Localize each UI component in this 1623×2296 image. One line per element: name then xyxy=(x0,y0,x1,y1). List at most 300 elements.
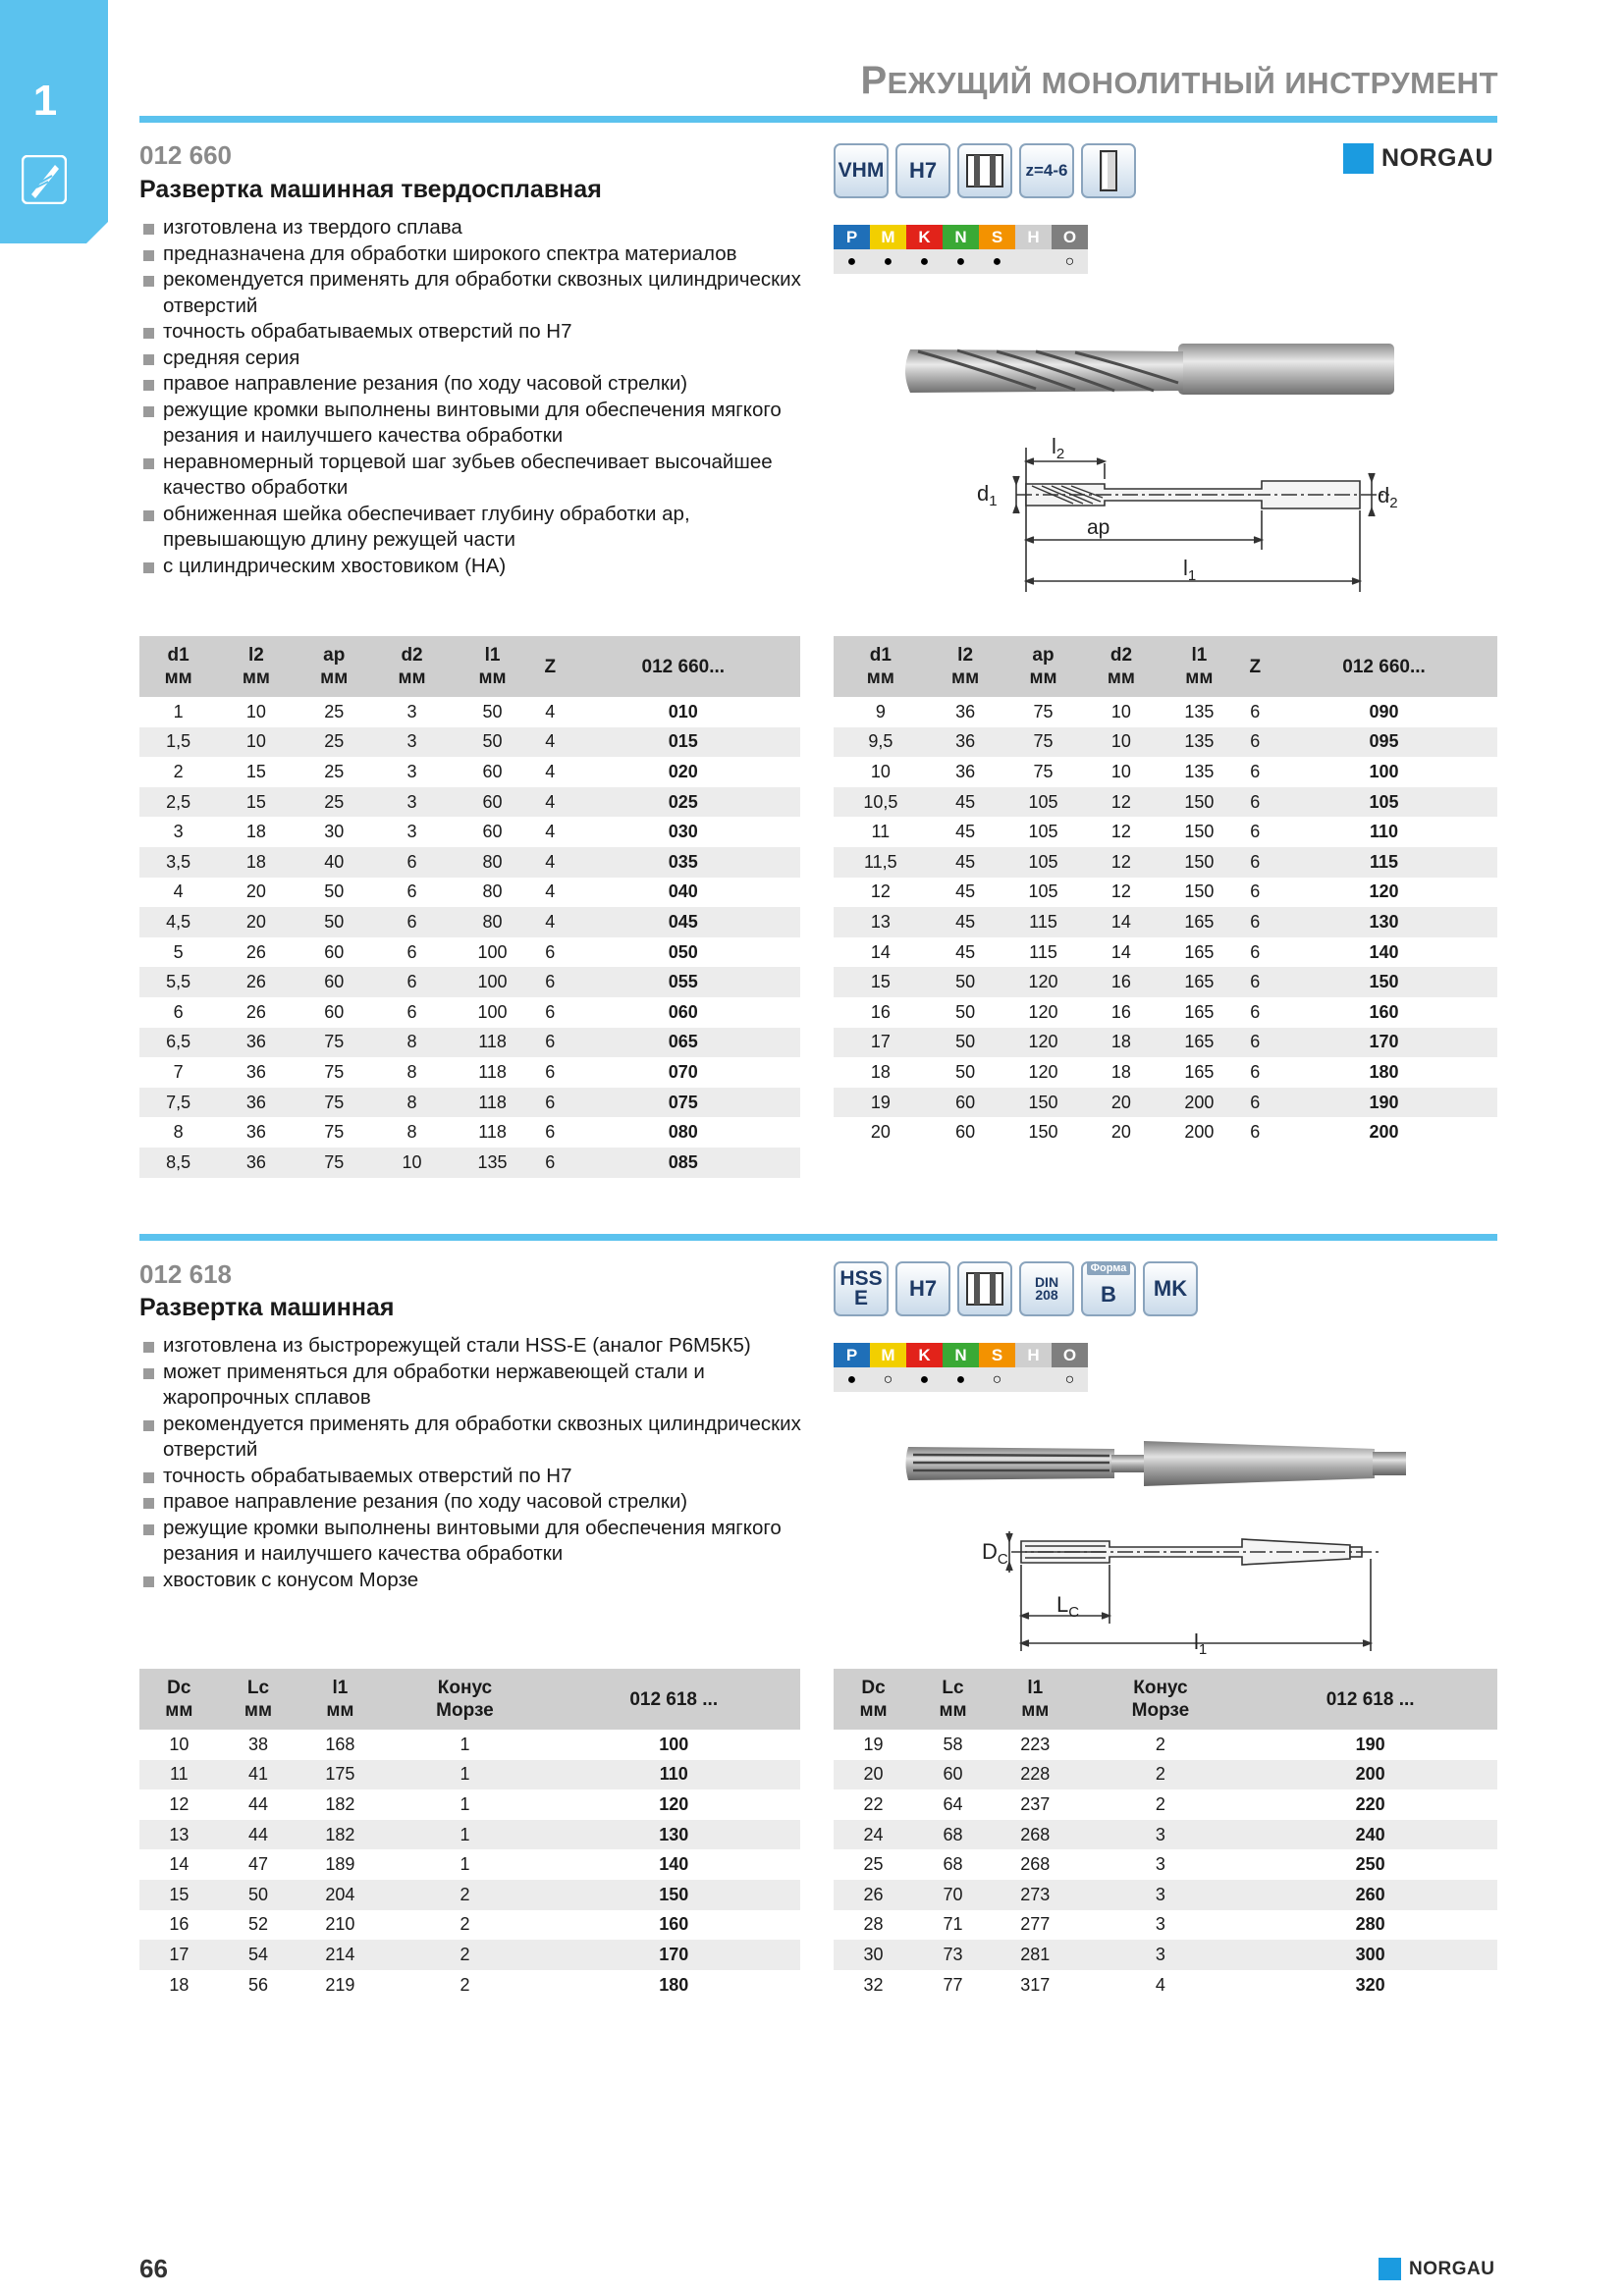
table-cell: 2 xyxy=(1155,1734,1165,1754)
material-grid xyxy=(834,225,1088,274)
table-cell: 2 xyxy=(1155,1793,1165,1814)
dim-ap: ap xyxy=(1087,516,1110,539)
table-cell: 60 xyxy=(955,1122,976,1143)
table-cell: 47 xyxy=(247,1854,268,1875)
table-cell: 100 xyxy=(477,941,508,962)
table-cell: 8 xyxy=(406,1122,417,1143)
table-cell: 12 xyxy=(169,1793,189,1814)
page-number: 66 xyxy=(139,2254,168,2283)
spec-table-left xyxy=(139,636,800,1178)
table-cell: 60 xyxy=(482,761,503,781)
table-cell: 25 xyxy=(324,761,345,781)
table-cell: 54 xyxy=(219,1940,298,1970)
table-row xyxy=(834,878,1497,908)
table-cell: 10 xyxy=(870,761,891,781)
table-cell: 3 xyxy=(173,822,184,842)
table-cell: 100 xyxy=(477,1001,508,1022)
table-row xyxy=(834,1910,1497,1941)
svg-text:d2: $d_2$ xyxy=(1378,483,1398,511)
feature-item: точность обрабатываемых отверстий по H7 xyxy=(143,1464,811,1490)
dim-l1: l xyxy=(1194,1629,1199,1654)
table-cell: 60 xyxy=(324,1001,345,1022)
column-header: Lc мм xyxy=(913,1669,993,1730)
order-code-cell: 130 xyxy=(547,1820,800,1850)
table-cell: 4 xyxy=(534,787,567,818)
order-code-cell: 280 xyxy=(1355,1914,1385,1935)
table-cell: 50 xyxy=(955,1001,976,1022)
table-cell: 10 xyxy=(1084,727,1160,758)
column-header: l2 мм xyxy=(928,636,1003,697)
table-row xyxy=(139,1789,800,1820)
order-code-cell: 130 xyxy=(1271,907,1497,937)
table-row xyxy=(834,1820,1497,1850)
feature-item: рекомендуется применять для обработки сквозных цилиндрических отверстий xyxy=(143,267,811,319)
table-cell: 6 xyxy=(406,881,417,902)
table-row xyxy=(834,1088,1497,1118)
spec-table-left xyxy=(139,1669,800,2000)
material-suitability-s: ○ xyxy=(979,1367,1015,1392)
table-cell: 228 xyxy=(993,1760,1078,1790)
table-row xyxy=(834,697,1497,727)
column-header: Z xyxy=(1239,636,1271,697)
table-cell: 10 xyxy=(245,701,266,721)
table-cell: 6 xyxy=(173,1001,184,1022)
order-code-cell: 060 xyxy=(668,1001,698,1022)
table-row xyxy=(834,1789,1497,1820)
table-cell: 50 xyxy=(324,881,345,902)
table-row xyxy=(139,1880,800,1910)
table-cell: 3 xyxy=(373,727,451,758)
table-cell: 14 xyxy=(870,941,891,962)
table-cell: 26 xyxy=(834,1880,913,1910)
order-code-cell: 100 xyxy=(1369,761,1399,781)
order-code-cell: 150 xyxy=(1271,967,1497,997)
table-cell: 26 xyxy=(217,967,295,997)
table-cell: 80 xyxy=(451,907,534,937)
table-cell: 204 xyxy=(298,1880,382,1910)
table-cell: 150 xyxy=(1028,1122,1058,1143)
table-cell: 10 xyxy=(1110,761,1131,781)
table-cell: 150 xyxy=(1184,822,1215,842)
reamer-photo xyxy=(903,1435,1434,1492)
table-cell: 38 xyxy=(247,1734,268,1754)
table-cell: 3 xyxy=(406,701,417,721)
chapter-number: 1 xyxy=(32,77,58,125)
table-cell: 25 xyxy=(296,787,373,818)
order-code-cell: 095 xyxy=(1271,727,1497,758)
table-cell: 75 xyxy=(1003,727,1084,758)
order-code-cell: 200 xyxy=(1243,1760,1497,1790)
order-code-cell: 140 xyxy=(1369,941,1399,962)
table-cell: 15 xyxy=(139,1880,219,1910)
svg-text:LC: $L_C$ xyxy=(1056,1592,1080,1621)
order-code-cell: 050 xyxy=(668,941,698,962)
table-cell: 1 xyxy=(382,1760,547,1790)
column-header: 012 618 ... xyxy=(547,1669,800,1730)
table-cell: 60 xyxy=(482,822,503,842)
column-header: l2 мм xyxy=(217,636,295,697)
table-cell: 3 xyxy=(1155,1854,1165,1875)
dim-dc: D xyxy=(982,1539,998,1564)
table-cell: 135 xyxy=(1159,727,1239,758)
table-cell: 14 xyxy=(1110,941,1131,962)
table-cell: 45 xyxy=(928,907,1003,937)
brand-logo-footer xyxy=(1379,2258,1494,2280)
column-header: Z xyxy=(534,636,567,697)
order-code-cell: 055 xyxy=(567,967,800,997)
table-row xyxy=(139,967,800,997)
material-suitability-m: ● xyxy=(870,249,906,274)
table-cell: 25 xyxy=(863,1854,884,1875)
material-vhm-icon: VHM xyxy=(834,143,889,198)
table-row xyxy=(834,727,1497,758)
order-code-cell: 065 xyxy=(567,1028,800,1058)
table-cell: 3 xyxy=(1078,1880,1244,1910)
material-suitability-o: ○ xyxy=(1052,249,1088,274)
material-hss-icon: HSS E xyxy=(834,1261,889,1316)
table-cell: 20 xyxy=(1084,1088,1160,1118)
table-row xyxy=(834,1849,1497,1880)
feature-item: режущие кромки выполнены винтовыми для обеспечения мягкого резания и наилучшего качества обработки xyxy=(143,398,811,450)
table-cell: 6 xyxy=(1250,701,1261,721)
table-cell: 28 xyxy=(863,1914,884,1935)
table-cell: 6 xyxy=(1250,822,1261,842)
order-code-cell: 160 xyxy=(1369,1001,1399,1022)
table-cell: 77 xyxy=(943,1974,963,1995)
table-cell: 1 xyxy=(460,1854,470,1875)
table-cell: 73 xyxy=(913,1940,993,1970)
table-cell: 6 xyxy=(1250,1061,1261,1082)
table-cell: 1 xyxy=(382,1820,547,1850)
order-code-cell: 115 xyxy=(1271,847,1497,878)
order-code-cell: 040 xyxy=(668,881,698,902)
material-suitability-n: ● xyxy=(943,1367,979,1392)
material-group-m: M xyxy=(870,1343,906,1367)
table-row xyxy=(834,1057,1497,1088)
table-cell: 16 xyxy=(1110,1001,1131,1022)
table-cell: 214 xyxy=(298,1940,382,1970)
table-cell: 17 xyxy=(139,1940,219,1970)
table-cell: 6 xyxy=(1250,1001,1261,1022)
order-code-cell: 250 xyxy=(1355,1854,1385,1875)
table-cell: 18 xyxy=(245,822,266,842)
table-cell: 7 xyxy=(173,1061,184,1082)
table-cell: 3 xyxy=(1155,1914,1165,1935)
cylindrical-shank-icon xyxy=(1081,143,1136,198)
table-cell: 75 xyxy=(296,1148,373,1178)
table-cell: 165 xyxy=(1159,1028,1239,1058)
column-header: 012 660... xyxy=(1271,636,1497,697)
table-cell: 120 xyxy=(1003,1028,1084,1058)
svg-text:l1: $l_1$ xyxy=(1194,1629,1208,1658)
column-header: Lc мм xyxy=(219,1669,298,1730)
table-cell: 75 xyxy=(296,1028,373,1058)
table-cell: 200 xyxy=(1184,1122,1215,1143)
property-icons xyxy=(834,1261,1198,1316)
table-cell: 20 xyxy=(834,1760,913,1790)
table-row xyxy=(139,1117,800,1148)
form-tag: Форма xyxy=(1087,1261,1130,1275)
material-group-k: K xyxy=(906,1343,943,1367)
table-cell: 182 xyxy=(298,1820,382,1850)
through-hole-icon xyxy=(957,143,1012,198)
table-cell: 20 xyxy=(870,1122,891,1143)
product-title: Развертка машинная твердосплавная xyxy=(139,176,602,203)
order-code-cell: 090 xyxy=(1369,701,1399,721)
table-cell: 118 xyxy=(478,1061,507,1082)
order-code-cell: 170 xyxy=(1271,1028,1497,1058)
order-code-cell: 320 xyxy=(1355,1974,1385,1995)
table-cell: 281 xyxy=(993,1940,1078,1970)
table-cell: 6 xyxy=(534,1028,567,1058)
table-cell: 118 xyxy=(451,1088,534,1118)
table-row xyxy=(139,1910,800,1941)
table-cell: 3 xyxy=(1078,1820,1244,1850)
table-cell: 189 xyxy=(325,1854,355,1875)
svg-text:DC: $D_C$ xyxy=(982,1539,1008,1568)
table-cell: 6 xyxy=(1250,881,1261,902)
table-cell: 50 xyxy=(928,967,1003,997)
material-grid xyxy=(834,1343,1088,1392)
table-cell: 9,5 xyxy=(834,727,928,758)
table-cell: 105 xyxy=(1003,787,1084,818)
table-cell: 4 xyxy=(545,881,556,902)
table-row xyxy=(139,1940,800,1970)
table-cell: 60 xyxy=(324,941,345,962)
order-code-cell: 030 xyxy=(668,822,698,842)
table-cell: 219 xyxy=(325,1974,355,1995)
table-cell: 60 xyxy=(296,967,373,997)
table-cell: 7,5 xyxy=(139,1088,217,1118)
table-cell: 68 xyxy=(913,1820,993,1850)
table-cell: 75 xyxy=(324,1061,345,1082)
order-code-cell: 045 xyxy=(567,907,800,937)
table-row xyxy=(834,997,1497,1028)
tolerance-h7-icon: H7 xyxy=(895,143,950,198)
table-cell: 45 xyxy=(928,847,1003,878)
table-cell: 115 xyxy=(1003,907,1084,937)
teeth-count-icon: z=4-6 xyxy=(1019,143,1074,198)
table-row xyxy=(834,1760,1497,1790)
feature-item: с цилиндрическим хвостовиком (HA) xyxy=(143,554,811,580)
chapter-tab xyxy=(0,0,108,243)
table-cell: 56 xyxy=(247,1974,268,1995)
table-cell: 60 xyxy=(451,787,534,818)
feature-item: хвостовик с конусом Морзе xyxy=(143,1568,811,1594)
order-code-cell: 180 xyxy=(1369,1061,1399,1082)
table-cell: 10,5 xyxy=(834,787,928,818)
table-cell: 80 xyxy=(451,847,534,878)
table-cell: 36 xyxy=(928,727,1003,758)
table-cell: 105 xyxy=(1028,881,1058,902)
table-cell: 150 xyxy=(1159,847,1239,878)
article-number: 012 618 xyxy=(139,1259,232,1289)
table-row xyxy=(139,757,800,787)
table-cell: 6 xyxy=(1239,907,1271,937)
table-cell: 15 xyxy=(245,761,266,781)
table-row xyxy=(139,1088,800,1118)
feature-item: может применяться для обработки нержавеющей стали и жаропрочных сплавов xyxy=(143,1360,811,1412)
technical-drawing xyxy=(977,430,1409,597)
material-suitability-n: ● xyxy=(943,249,979,274)
table-row xyxy=(139,937,800,968)
spec-table-right xyxy=(834,636,1497,1148)
table-cell: 52 xyxy=(247,1914,268,1935)
table-cell: 19 xyxy=(863,1734,884,1754)
table-cell: 12 xyxy=(1110,881,1131,902)
table-cell: 4 xyxy=(545,701,556,721)
table-cell: 75 xyxy=(296,1088,373,1118)
table-cell: 50 xyxy=(296,907,373,937)
table-cell: 4 xyxy=(534,847,567,878)
table-cell: 168 xyxy=(325,1734,355,1754)
table-cell: 10 xyxy=(217,727,295,758)
table-row xyxy=(139,907,800,937)
table-cell: 150 xyxy=(1159,787,1239,818)
table-cell: 237 xyxy=(1020,1793,1051,1814)
table-cell: 12 xyxy=(1084,847,1160,878)
table-cell: 135 xyxy=(451,1148,534,1178)
table-cell: 22 xyxy=(863,1793,884,1814)
dim-d1: d xyxy=(977,481,990,506)
table-cell: 18 xyxy=(169,1974,189,1995)
table-cell: 6 xyxy=(1239,1028,1271,1058)
material-group-o: O xyxy=(1052,225,1088,249)
table-cell: 1 xyxy=(460,1793,470,1814)
table-cell: 135 xyxy=(1184,701,1215,721)
table-row xyxy=(139,1730,800,1760)
table-cell: 16 xyxy=(1084,967,1160,997)
table-row xyxy=(834,1880,1497,1910)
table-cell: 165 xyxy=(1159,967,1239,997)
table-cell: 25 xyxy=(324,701,345,721)
table-cell: 4 xyxy=(173,881,184,902)
table-cell: 32 xyxy=(863,1974,884,1995)
dim-l2: l xyxy=(1052,434,1056,458)
material-suitability-s: ● xyxy=(979,249,1015,274)
form-value: B xyxy=(1101,1281,1116,1307)
table-cell: 8 xyxy=(373,1088,451,1118)
table-cell: 6 xyxy=(545,1122,556,1143)
table-cell: 6,5 xyxy=(139,1028,217,1058)
table-cell: 18 xyxy=(1110,1061,1131,1082)
table-cell: 36 xyxy=(955,761,976,781)
property-icons xyxy=(834,143,1136,198)
order-code-cell: 190 xyxy=(1355,1734,1385,1754)
table-cell: 317 xyxy=(1020,1974,1051,1995)
column-header: ap мм xyxy=(1003,636,1084,697)
dim-d2: d xyxy=(1378,483,1390,507)
table-cell: 165 xyxy=(1184,1001,1215,1022)
table-cell: 268 xyxy=(993,1820,1078,1850)
feature-item: средняя серия xyxy=(143,346,811,372)
table-cell: 6 xyxy=(545,941,556,962)
table-cell: 6 xyxy=(1239,967,1271,997)
column-header: l1 мм xyxy=(1159,636,1239,697)
feature-item: обниженная шейка обеспечивает глубину обработки ap, превышающую длину режущей части xyxy=(143,502,811,554)
table-cell: 8 xyxy=(173,1122,184,1143)
table-cell: 18 xyxy=(870,1061,891,1082)
table-row xyxy=(834,1970,1497,2001)
drill-icon xyxy=(22,155,67,204)
table-row xyxy=(139,1820,800,1850)
table-cell: 120 xyxy=(1028,1061,1058,1082)
table-cell: 10 xyxy=(169,1734,189,1754)
table-cell: 44 xyxy=(247,1793,268,1814)
table-cell: 60 xyxy=(913,1760,993,1790)
table-cell: 4,5 xyxy=(139,907,217,937)
table-cell: 6 xyxy=(1250,941,1261,962)
table-cell: 4 xyxy=(1155,1974,1165,1995)
svg-text:l2: $l_2$ xyxy=(1052,434,1065,462)
table-row xyxy=(139,1970,800,2001)
table-cell: 200 xyxy=(1159,1088,1239,1118)
table-row xyxy=(139,997,800,1028)
table-row xyxy=(834,787,1497,818)
table-cell: 36 xyxy=(217,1088,295,1118)
table-row xyxy=(834,1940,1497,1970)
feature-item: предназначена для обработки широкого спектра материалов xyxy=(143,241,811,268)
table-row xyxy=(834,847,1497,878)
table-row xyxy=(139,817,800,847)
feature-item: изготовлена из быстрорежущей стали HSS-E (аналог Р6М5К5) xyxy=(143,1333,811,1360)
table-row xyxy=(139,878,800,908)
spec-table-right xyxy=(834,1669,1497,2000)
material-group-k: K xyxy=(906,225,943,249)
table-cell: 45 xyxy=(955,941,976,962)
feature-item: правое направление резания (по ходу часовой стрелки) xyxy=(143,1489,811,1516)
table-cell: 6 xyxy=(534,1088,567,1118)
column-header: Конус Морзе xyxy=(1078,1669,1244,1730)
table-cell: 4 xyxy=(545,761,556,781)
table-cell: 165 xyxy=(1184,1061,1215,1082)
section-title: РЕЖУЩИЙ МОНОЛИТНЫЙ ИНСТРУМЕНТ xyxy=(860,59,1498,102)
table-cell: 165 xyxy=(1159,907,1239,937)
order-code-cell: 160 xyxy=(659,1914,689,1935)
table-cell: 14 xyxy=(1084,907,1160,937)
table-cell: 50 xyxy=(955,1061,976,1082)
table-cell: 6 xyxy=(534,1148,567,1178)
table-cell: 36 xyxy=(245,1061,266,1082)
table-cell: 6 xyxy=(1239,727,1271,758)
table-cell: 18 xyxy=(217,847,295,878)
table-cell: 20 xyxy=(245,881,266,902)
section-divider xyxy=(139,1234,1497,1241)
table-cell: 30 xyxy=(324,822,345,842)
table-row xyxy=(139,727,800,758)
table-cell: 2 xyxy=(382,1940,547,1970)
table-cell: 50 xyxy=(482,701,503,721)
table-cell: 41 xyxy=(219,1760,298,1790)
table-cell: 2 xyxy=(460,1974,470,1995)
table-cell: 3 xyxy=(406,761,417,781)
material-suitability-o: ○ xyxy=(1052,1367,1088,1392)
order-code-cell: 025 xyxy=(567,787,800,818)
logo-square-icon xyxy=(1343,143,1374,174)
table-cell: 6 xyxy=(1250,1122,1261,1143)
table-cell: 44 xyxy=(219,1820,298,1850)
dim-lc: L xyxy=(1056,1592,1069,1617)
material-group-o: O xyxy=(1052,1343,1088,1367)
material-suitability-m: ○ xyxy=(870,1367,906,1392)
column-header: Конус Морзе xyxy=(382,1669,547,1730)
order-code-cell: 110 xyxy=(1370,822,1399,842)
table-row xyxy=(834,757,1497,787)
material-group-p: P xyxy=(834,225,870,249)
feature-item: правое направление резания (по ходу часовой стрелки) xyxy=(143,371,811,398)
table-cell: 15 xyxy=(217,787,295,818)
order-code-cell: 020 xyxy=(668,761,698,781)
